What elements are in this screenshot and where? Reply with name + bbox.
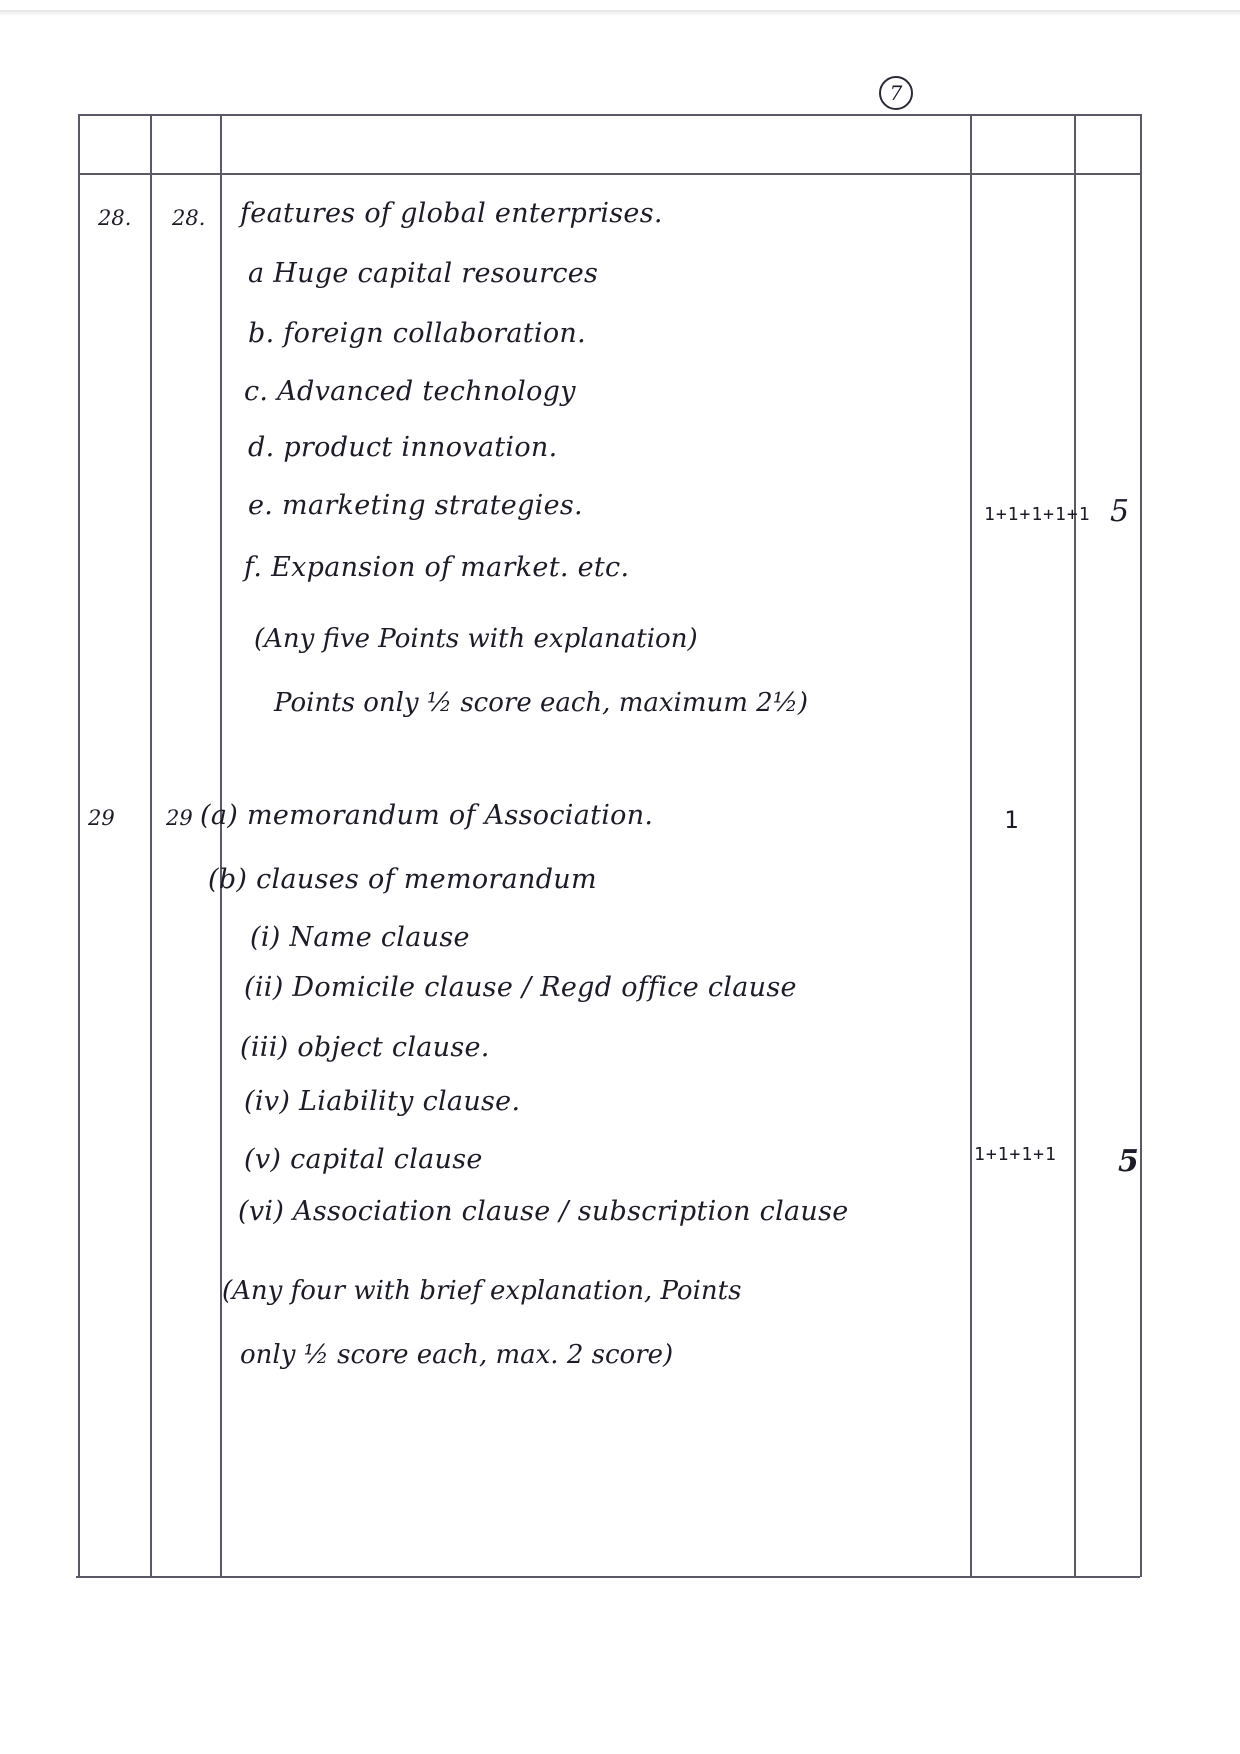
table-header-divider [78,173,1142,175]
answer-point: (v) capital clause [244,1144,483,1175]
total-score: 5 [1118,1144,1139,1179]
answer-point: (iii) object clause. [240,1032,490,1063]
table-bottom-border [76,1576,1140,1578]
mark-tally: 1+1+1+1 [974,1144,1057,1165]
answer-part-b: (b) clauses of memorandum [208,864,597,895]
answer-point: (vi) Association clause / subscription clause [238,1196,849,1227]
column-divider-1 [150,114,152,1577]
marking-note: only ½ score each, max. 2 score) [240,1340,674,1370]
answer-point: b. foreign collaboration. [248,318,586,349]
total-score: 5 [1110,494,1130,529]
marking-note: (Any four with brief explanation, Points [222,1276,742,1306]
question-number: 28. [98,206,132,230]
answer-heading: features of global enterprises. [240,198,663,229]
answer-part-a: (a) memorandum of Association. [200,800,654,831]
answer-point: (iv) Liability clause. [244,1086,521,1117]
mark-tally-part-a: 1 [1004,806,1020,834]
question-number: 29 [88,806,115,830]
answer-point: a Huge capital resources [248,258,599,289]
table-right-border [1140,114,1142,1577]
answer-point: d. product innovation. [248,432,558,463]
marking-note: Points only ½ score each, maximum 2½) [274,688,809,718]
column-divider-2 [220,114,222,1577]
answer-point: (ii) Domicile clause / Regd office clause [244,972,797,1003]
page-number: 7 [879,76,913,110]
answer-point: e. marketing strategies. [248,490,583,521]
sub-question-number: 29 [166,806,193,830]
column-divider-4 [1074,114,1076,1577]
answer-point: f. Expansion of market. etc. [244,552,630,583]
table-left-border [78,114,80,1577]
answer-point: c. Advanced technology [244,376,576,407]
mark-tally: 1+1+1+1+1 [984,504,1091,525]
answer-point: (i) Name clause [250,922,470,953]
marking-note: (Any five Points with explanation) [254,624,698,654]
sub-question-number: 28. [172,206,206,230]
scan-edge [0,10,1240,16]
column-divider-3 [970,114,972,1577]
table-top-border [78,114,1142,116]
